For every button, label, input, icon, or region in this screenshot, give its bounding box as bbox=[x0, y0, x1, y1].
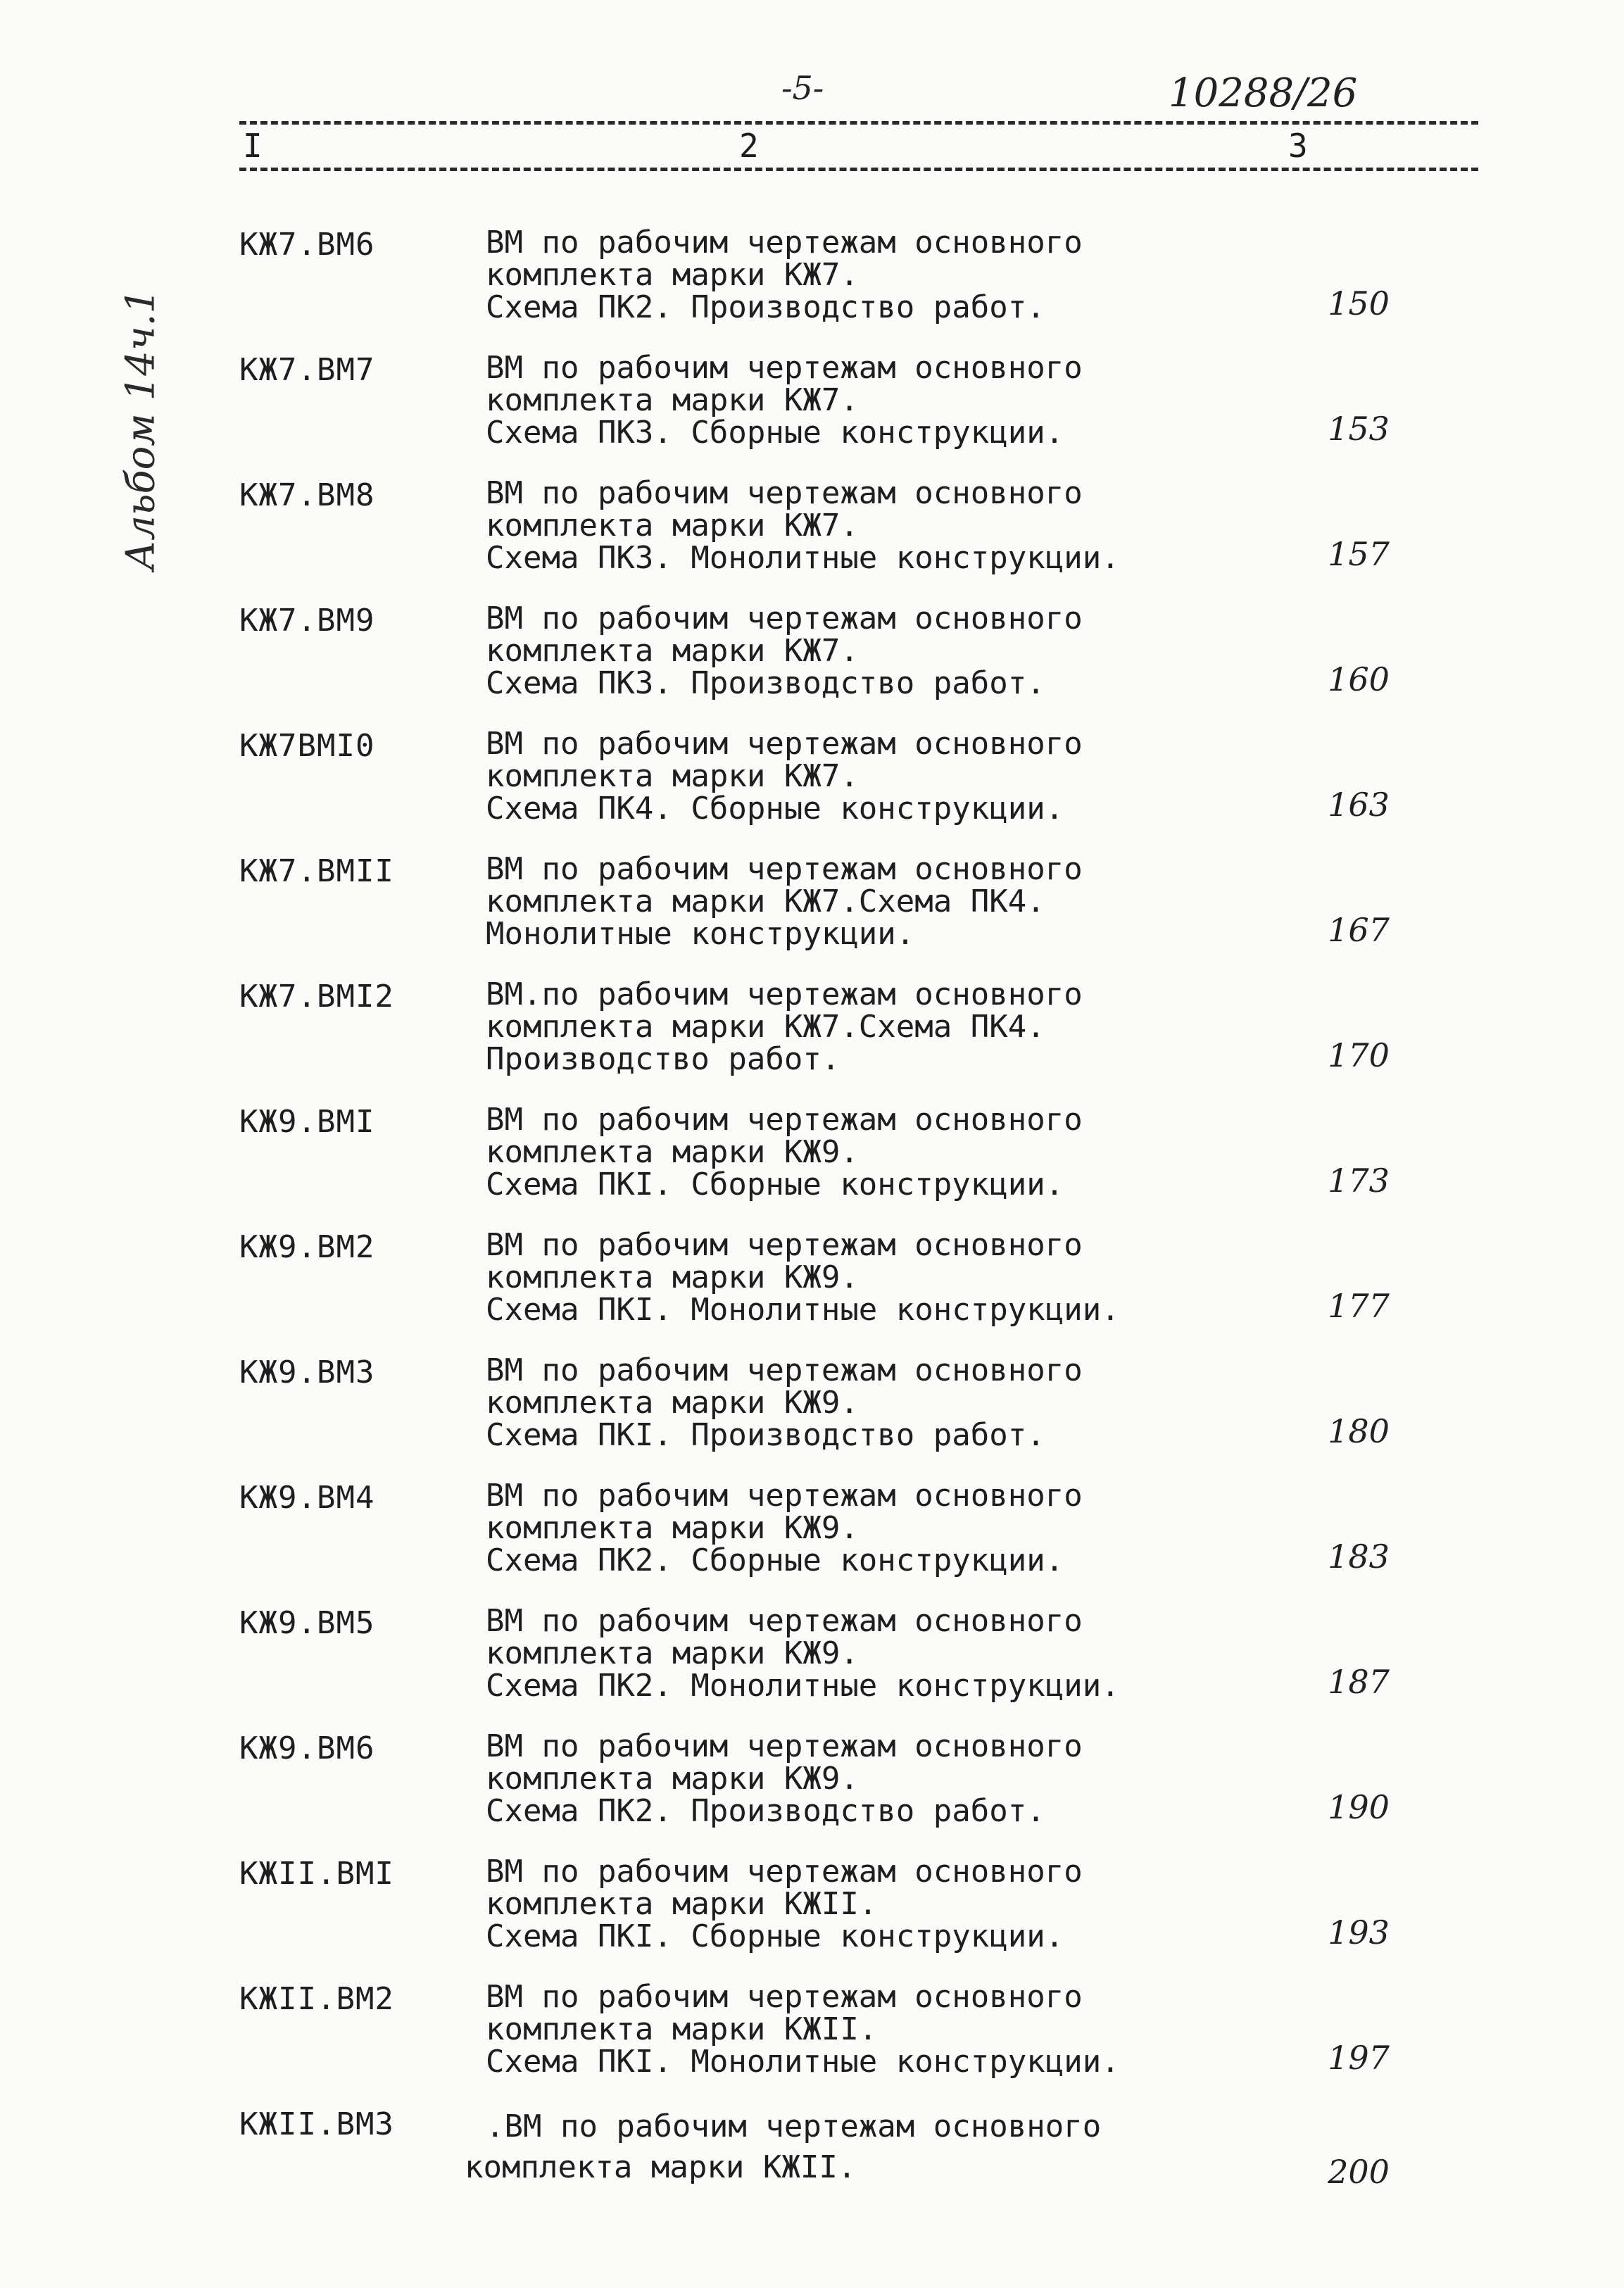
document-description: ВМ по рабочим чертежам основного комплекта марки КЖ7. Схема ПК3. Сборные конструкции. bbox=[486, 350, 1083, 451]
page-reference: 167 bbox=[1328, 911, 1390, 949]
document-code: КЖII.ВМ3 bbox=[239, 2106, 394, 2142]
document-code: КЖ9.ВМ4 bbox=[239, 1480, 375, 1516]
page-reference: 163 bbox=[1328, 786, 1390, 824]
page-number: -5- bbox=[781, 69, 824, 107]
page-reference: 190 bbox=[1328, 1788, 1390, 1826]
document-code: КЖII.ВМ2 bbox=[239, 1981, 394, 2017]
page-reference: 153 bbox=[1328, 410, 1390, 448]
page-reference: 197 bbox=[1328, 2039, 1390, 2077]
index-entry bbox=[239, 1104, 1478, 1224]
document-description: ВМ по рабочим чертежам основного комплекта марки КЖ7. Схема ПК3. Производство работ. bbox=[486, 601, 1083, 701]
document-code: КЖ7.ВМI2 bbox=[239, 979, 394, 1014]
index-entry bbox=[239, 1229, 1478, 1349]
index-entry bbox=[239, 1354, 1478, 1474]
page-reference: 173 bbox=[1328, 1162, 1390, 1200]
document-code: КЖ7.ВМ6 bbox=[239, 227, 375, 263]
page-reference: 193 bbox=[1328, 1913, 1390, 1951]
document-description: ВМ по рабочим чертежам основного комплекта марки КЖ9. Схема ПКI. Монолитные конструкции. bbox=[486, 1227, 1120, 1328]
index-entry bbox=[239, 1981, 1478, 2101]
index-entry bbox=[239, 1480, 1478, 1599]
album-margin-note: Альбом 14ч.1 bbox=[118, 288, 164, 571]
index-entry bbox=[239, 352, 1478, 472]
document-description: ВМ по рабочим чертежам основного комплекта марки КЖ7. Схема ПК2. Производство работ. bbox=[486, 225, 1083, 325]
document-description: ВМ.по рабочим чертежам основного комплекта марки КЖ7.Схема ПК4. Производство работ. bbox=[486, 976, 1083, 1077]
document-description: ВМ по рабочим чертежам основного комплекта марки КЖ7. Схема ПК4. Сборные конструкции. bbox=[486, 726, 1083, 826]
page-reference: 200 bbox=[1328, 2153, 1390, 2191]
page-reference: 187 bbox=[1328, 1663, 1390, 1701]
page-reference: 160 bbox=[1328, 660, 1390, 698]
document-description: ВМ по рабочим чертежам основного комплекта марки КЖ7.Схема ПК4. Монолитные конструкции. bbox=[486, 851, 1083, 952]
document-description: .ВМ по рабочим чертежам основного комплекта марки КЖII. bbox=[465, 2108, 1102, 2185]
page-reference: 157 bbox=[1328, 535, 1390, 573]
index-entry bbox=[239, 1856, 1478, 1975]
index-entry bbox=[239, 1605, 1478, 1725]
document-code: КЖ7.ВМ9 bbox=[239, 603, 375, 639]
page-reference: 150 bbox=[1328, 284, 1390, 322]
document-code: КЖ9.ВМ5 bbox=[239, 1605, 375, 1641]
column-number-1: I bbox=[243, 127, 263, 165]
document-code: КЖ9.ВМI bbox=[239, 1104, 375, 1140]
document-code: КЖ7ВМI0 bbox=[239, 728, 375, 764]
index-entry bbox=[239, 2106, 1478, 2226]
index-entry bbox=[239, 976, 1478, 1098]
document-code: КЖ7.ВМ8 bbox=[239, 477, 375, 513]
document-description: ВМ по рабочим чертежам основного комплекта марки КЖ7. Схема ПК3. Монолитные конструкции. bbox=[486, 475, 1120, 576]
index-entry bbox=[239, 227, 1478, 346]
header-rule-bottom bbox=[239, 168, 1478, 171]
document-description: ВМ по рабочим чертежам основного комплекта марки КЖ9. Схема ПК2. Монолитные конструкции. bbox=[486, 1603, 1120, 1704]
document-description: ВМ по рабочим чертежам основного комплекта марки КЖ9. Схема ПКI. Производство работ. bbox=[486, 1352, 1083, 1453]
page-reference: 183 bbox=[1328, 1538, 1390, 1576]
archive-number: 10288/26 bbox=[1169, 70, 1358, 116]
document-code: КЖ9.ВМ2 bbox=[239, 1229, 375, 1265]
column-number-2: 2 bbox=[739, 127, 759, 165]
index-entry bbox=[239, 603, 1478, 722]
document-code: КЖ7.ВМII bbox=[239, 853, 394, 889]
column-number-3: 3 bbox=[1288, 127, 1308, 165]
document-description: ВМ по рабочим чертежам основного комплекта марки КЖ9. Схема ПК2. Производство работ. bbox=[486, 1728, 1083, 1829]
document-description: ВМ по рабочим чертежам основного комплекта марки КЖII. Схема ПКI. Монолитные конструкции. bbox=[486, 1979, 1120, 2080]
header-rule-top bbox=[239, 121, 1478, 125]
document-description: ВМ по рабочим чертежам основного комплекта марки КЖ9. Схема ПКI. Сборные конструкции. bbox=[486, 1102, 1083, 1202]
page-reference: 177 bbox=[1328, 1287, 1390, 1325]
document-code: КЖ7.ВМ7 bbox=[239, 352, 375, 388]
document-description: ВМ по рабочим чертежам основного комплекта марки КЖII. Схема ПКI. Сборные конструкции. bbox=[486, 1854, 1083, 1954]
document-code: КЖ9.ВМ3 bbox=[239, 1354, 375, 1390]
document-code: КЖ9.ВМ6 bbox=[239, 1730, 375, 1766]
index-entry bbox=[239, 853, 1478, 973]
index-entry bbox=[239, 1730, 1478, 1850]
page-reference: 180 bbox=[1328, 1412, 1390, 1450]
page-reference: 170 bbox=[1328, 1036, 1390, 1074]
index-entry bbox=[239, 477, 1478, 597]
document-description: ВМ по рабочим чертежам основного комплекта марки КЖ9. Схема ПК2. Сборные конструкции. bbox=[486, 1478, 1083, 1578]
index-entry bbox=[239, 728, 1478, 848]
document-code: КЖII.ВМI bbox=[239, 1856, 394, 1892]
